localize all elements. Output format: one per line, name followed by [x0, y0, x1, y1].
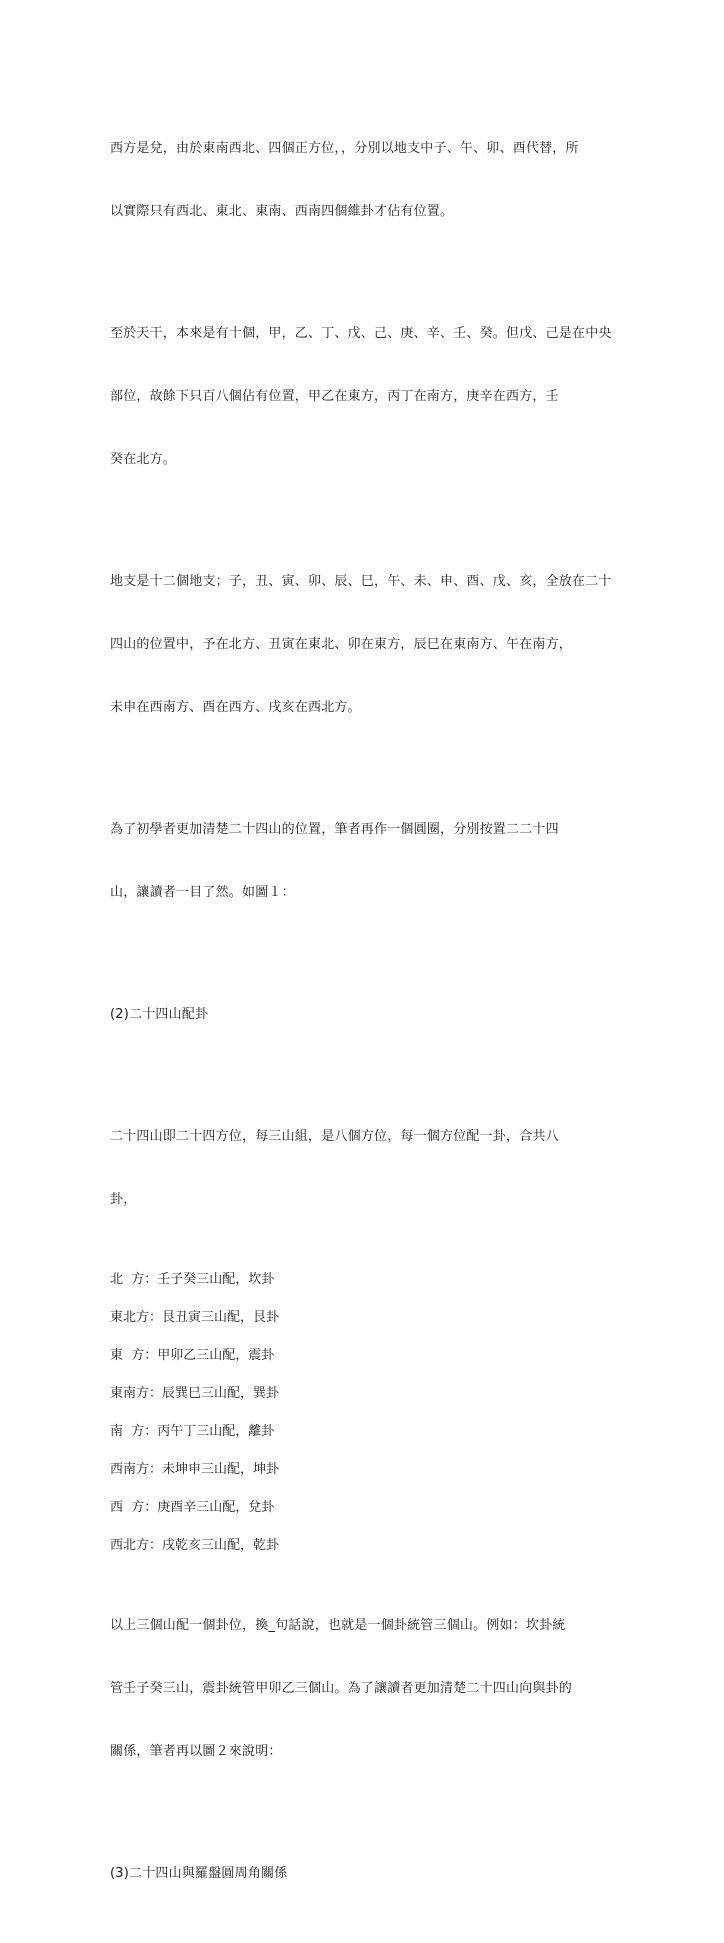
paragraph-directions-intro — [110, 96, 622, 264]
text-line: 未申在西南方、酉在西方、戌亥在西北方。 — [110, 700, 361, 715]
list-item-northwest: 西北方：戌乾亥三山配，乾卦 — [110, 1538, 280, 1553]
list-item-south: 南 方：丙午丁三山配，離卦 — [110, 1424, 275, 1439]
text-line: 為了初學者更加清楚二十四山的位置，筆者再作一個圓圈，分別按置二二十四 — [110, 822, 559, 837]
section-heading-3 — [110, 1821, 622, 1926]
list-item-west: 西 方：庚酉辛三山配，兌卦 — [110, 1500, 275, 1515]
text-line: 以上三個山配一個卦位，換_句話說，也就是一個卦統管三個山。例如：坎卦統 — [110, 1618, 566, 1633]
paragraph-trigram-assignment — [110, 1084, 622, 1252]
text-line: 至於天干，本來是有十個，甲，乙、丁、戊、己、庚、辛、壬、癸。但戊、己是在中央 — [110, 326, 612, 341]
text-line: 地支是十二個地支；子，丑、寅、卯、辰、巳，午、未、申、酉、戊、亥，全放在二十 — [110, 574, 612, 589]
text-line: 四山的位置中，予在北方、丑寅在東北、卯在東方，辰巳在東南方、午在南方， — [110, 637, 573, 652]
text-line: 管壬子癸三山，震卦統管甲卯乙三個山。為了讓讀者更加清楚二十四山向與卦的 — [110, 1681, 573, 1696]
list-item-southeast: 東南方：辰巽巳三山配，巽卦 — [110, 1386, 280, 1401]
paragraph-earthly-branches — [110, 529, 622, 760]
heading-text: (2)二十四山配卦 — [110, 1007, 209, 1022]
text-line: 西方是兌，由於東南西北、四個正方位，，分別以地支中子、午、卯、酉代替，所 — [110, 141, 579, 156]
paragraph-figure-1-reference — [110, 777, 622, 945]
document-page — [110, 96, 622, 1943]
text-line: 部位，故餘下只百八個佔有位置，甲乙在東方，丙丁在南方，庚辛在西方，壬 — [110, 389, 559, 404]
text-line: 癸在北方。 — [110, 452, 177, 467]
list-item-east: 東 方：甲卯乙三山配，震卦 — [110, 1348, 275, 1363]
text-line: 二十四山即二十四方位，每三山組，是八個方位，每一個方位配一卦，合共八 — [110, 1129, 559, 1144]
text-line: 卦， — [110, 1192, 137, 1207]
section-heading-2 — [110, 962, 622, 1067]
paragraph-heavenly-stems — [110, 281, 622, 512]
list-item-north: 北 方：壬子癸三山配，坎卦 — [110, 1272, 275, 1287]
list-item-southwest: 西南方：未坤申三山配，坤卦 — [110, 1462, 280, 1477]
text-line: 以實際只有西北、東北、東南、西南四個維卦才佔有位置。 — [110, 204, 454, 219]
text-line: 關係，筆者再以圖２來說明： — [110, 1744, 282, 1759]
text-line: 山，讓讀者一目了然。如圖１： — [110, 885, 295, 900]
paragraph-trigram-summary — [110, 1573, 622, 1804]
list-item-northeast: 東北方：艮丑寅三山配，艮卦 — [110, 1310, 280, 1325]
heading-text: (3)二十四山與羅盤圓周角關係 — [110, 1866, 288, 1881]
